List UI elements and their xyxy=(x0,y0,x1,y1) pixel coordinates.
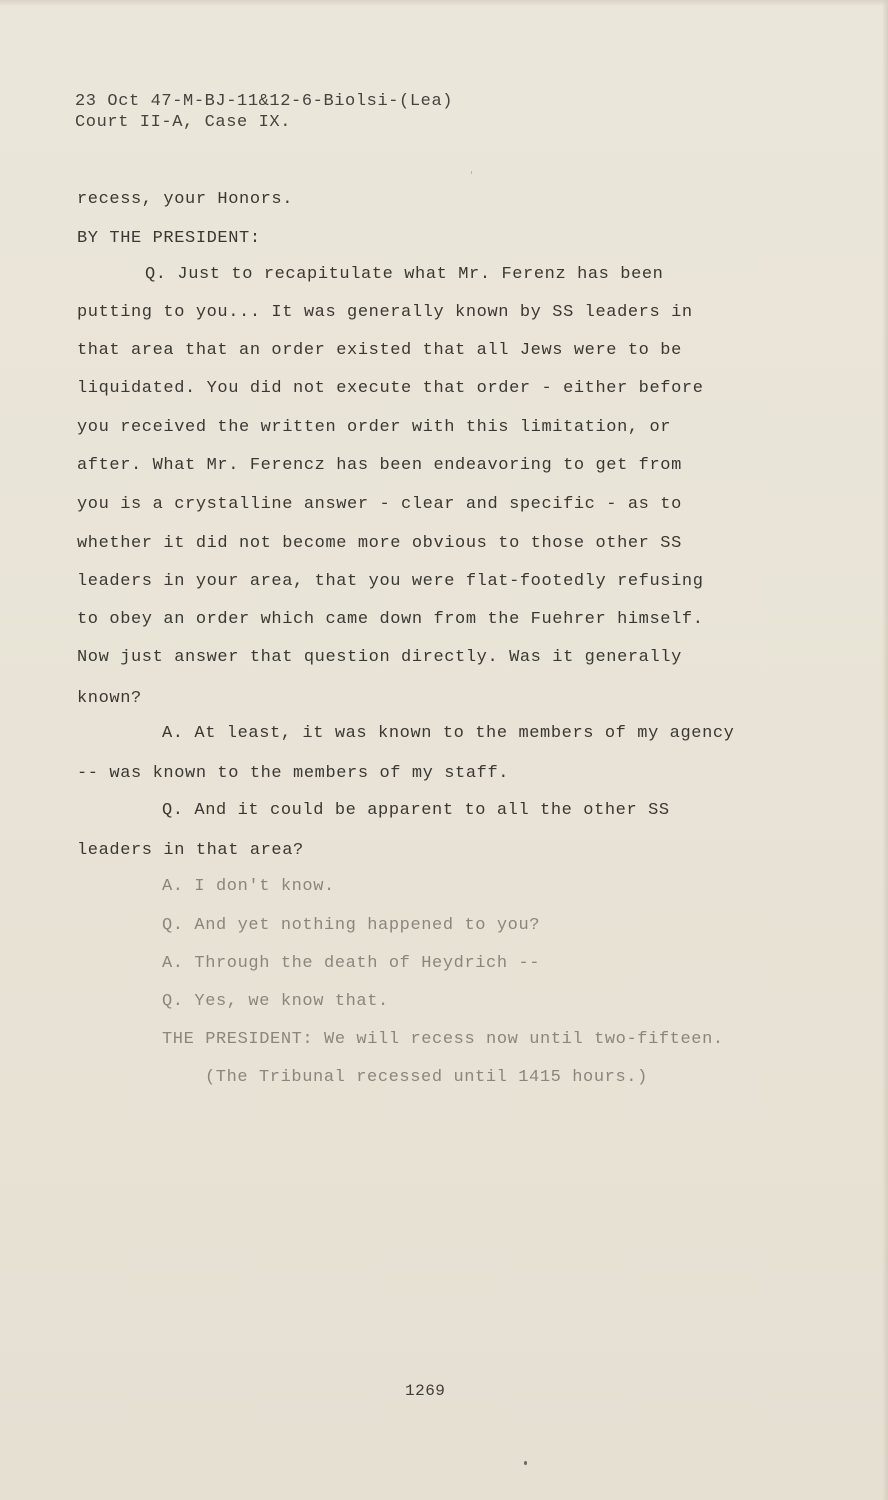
transcript-line: leaders in your area, that you were flat-footedly refusing xyxy=(77,572,704,591)
transcript-line: to obey an order which came down from the Fuehrer himself. xyxy=(77,610,704,629)
transcript-line: you received the written order with this limitation, or xyxy=(77,418,672,437)
speaker-heading: BY THE PRESIDENT: xyxy=(77,229,261,248)
transcript-line: recess, your Honors. xyxy=(77,190,294,209)
question-line: Q. And it could be apparent to all the other SS xyxy=(162,801,670,820)
transcript-line: leaders in that area? xyxy=(77,841,304,860)
page-edge-top xyxy=(0,0,888,6)
paper-speck xyxy=(524,1461,527,1465)
transcript-line: you is a crystalline answer - clear and specific - as to xyxy=(77,495,682,514)
answer-line: A. Through the death of Heydrich -- xyxy=(162,954,541,973)
transcript-line: -- was known to the members of my staff. xyxy=(77,764,510,783)
recess-note: (The Tribunal recessed until 1415 hours.) xyxy=(205,1068,648,1087)
page-number: 1269 xyxy=(405,1382,446,1400)
answer-line: A. At least, it was known to the members of my agency xyxy=(162,724,735,743)
header-court-case: Court II-A, Case IX. xyxy=(75,113,292,132)
question-line: Q. Just to recapitulate what Mr. Ferenz has been xyxy=(145,265,664,284)
question-line: Q. And yet nothing happened to you? xyxy=(162,916,541,935)
transcript-line: liquidated. You did not execute that order - either before xyxy=(77,379,704,398)
paper-speck xyxy=(471,171,472,174)
transcript-line: known? xyxy=(77,689,142,708)
transcript-line: that area that an order existed that all Jews were to be xyxy=(77,341,682,360)
transcript-line: whether it did not become more obvious to those other SS xyxy=(77,534,682,553)
transcript-line: putting to you... It was generally known by SS leaders in xyxy=(77,303,693,322)
president-statement: THE PRESIDENT: We will recess now until two-fifteen. xyxy=(162,1030,724,1049)
question-line: Q. Yes, we know that. xyxy=(162,992,389,1011)
header-reference: 23 Oct 47-M-BJ-11&12-6-Biolsi-(Lea) xyxy=(75,92,454,111)
transcript-line: Now just answer that question directly. Was it generally xyxy=(77,648,682,667)
transcript-line: after. What Mr. Ferencz has been endeavoring to get from xyxy=(77,456,682,475)
page-edge-right xyxy=(882,0,888,1500)
answer-line: A. I don't know. xyxy=(162,877,335,896)
